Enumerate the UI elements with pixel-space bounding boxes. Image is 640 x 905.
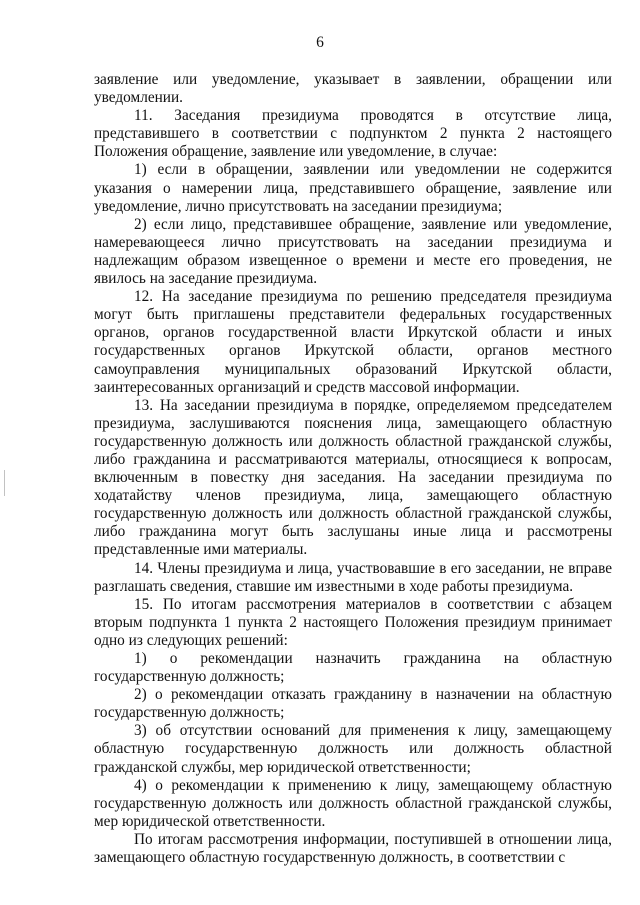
paragraph-final: По итогам рассмотрения информации, поступившей в отношении лица, замещающего областную государственную должность, в соответствии с — [94, 830, 612, 867]
paragraph-item-12: 12. На заседание президиума по решению председателя президиума могут быть приглашены представители федеральных государственных органов, органов государственной власти Иркутской области и иных государственных органов Иркутской области, органов местного самоуправления муниципальных образований Иркутской области, заинтересованных организаций и средств массовой информации. — [94, 288, 612, 396]
paragraph-continuation: заявление или уведомление, указывает в заявлении, обращении или уведомлении. — [94, 71, 612, 107]
paragraph-item-15-sub-1: 1) о рекомендации назначить гражданина на областную государственную должность; — [94, 650, 612, 686]
page-number: 6 — [316, 34, 324, 51]
paragraph-item-15-sub-4: 4) о рекомендации к применению к лицу, замещающему областную государственную должность или должность областной гражданской службы, мер юридической ответственности. — [94, 776, 612, 830]
paragraph-item-15: 15. По итогам рассмотрения материалов в соответствии с абзацем вторым подпункта 1 пункта 2 настоящего Положения президиум принимает одно из следующих решений: — [94, 595, 612, 649]
paragraph-item-11: 11. Заседания президиума проводятся в отсутствие лица, представившего в соответствии с подпунктом 2 пункта 2 настоящего Положения обращение, заявление или уведомление, в случае: — [94, 107, 612, 161]
paragraph-item-11-sub-1: 1) если в обращении, заявлении или уведомлении не содержится указания о намерении лица, представившего обращение, заявление или уведомление, лично присутствовать на заседании президиума; — [94, 161, 612, 215]
scan-margin-mark — [4, 470, 5, 496]
paragraph-item-13: 13. На заседании президиума в порядке, определяемом председателем президиума, заслушиваются пояснения лица, замещающего областную государственную должность или должность областной гражданской службы, либо гражданина и рассматриваются материалы, относящиеся к вопросам, включенным в повестку дня заседания. На заседании президиума по ходатайству членов президиума, лица, замещающего областную государственную должность или должность областной гражданской службы, либо гражданина могут быть заслушаны иные лица и рассмотрены представленные ими материалы. — [94, 396, 612, 559]
paragraph-item-15-sub-2: 2) о рекомендации отказать гражданину в назначении на областную государственную должность; — [94, 686, 612, 722]
paragraph-item-14: 14. Члены президиума и лица, участвовавшие в его заседании, не вправе разглашать сведения, ставшие им известными в ходе работы президиума. — [94, 559, 612, 595]
document-body — [94, 71, 612, 867]
paragraph-item-15-sub-3: 3) об отсутствии оснований для применения к лицу, замещающему областную государственную должность или должность областной гражданской службы, мер юридической ответственности; — [94, 722, 612, 776]
paragraph-item-11-sub-2: 2) если лицо, представившее обращение, заявление или уведомление, намеревающееся лично присутствовать на заседании президиума и надлежащим образом извещенное о времени и месте его проведения, не явилось на заседание президиума. — [94, 215, 612, 288]
